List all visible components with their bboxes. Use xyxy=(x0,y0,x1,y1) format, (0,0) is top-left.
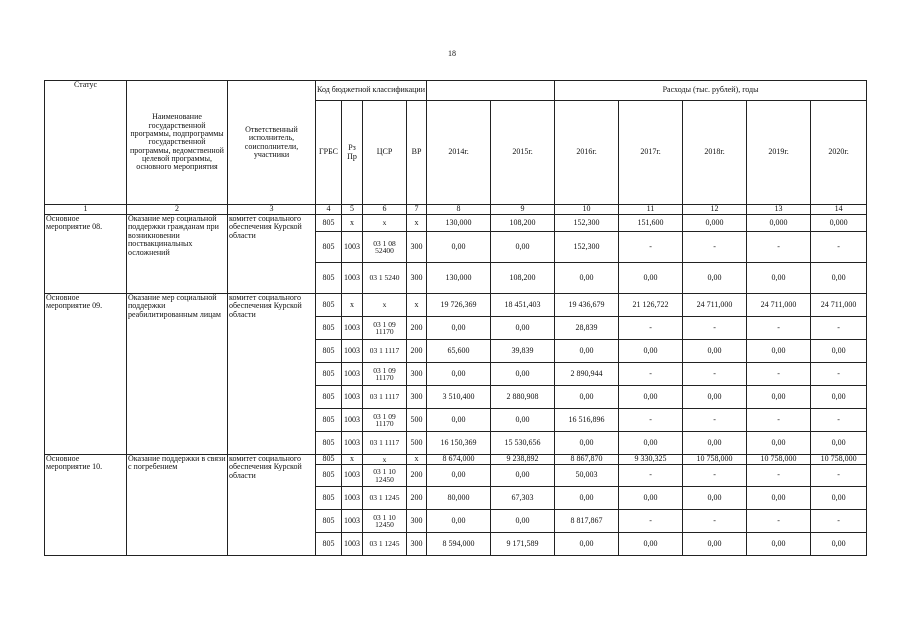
table-cell: x xyxy=(342,455,363,465)
table-cell: 1003 xyxy=(342,363,363,386)
table-cell: 8 594,000 xyxy=(427,533,491,556)
table-cell: 0,00 xyxy=(747,487,811,510)
table-cell: 10 758,000 xyxy=(811,455,867,465)
column-number: 2 xyxy=(127,205,228,215)
table-cell: 03 1 1117 xyxy=(363,432,407,455)
table-cell: - xyxy=(683,317,747,340)
table-cell: 8 867,870 xyxy=(555,455,619,465)
column-number: 9 xyxy=(491,205,555,215)
table-cell: 19 436,679 xyxy=(555,294,619,317)
table-cell: 19 726,369 xyxy=(427,294,491,317)
responsible-cell: комитет социального обеспечения Курской области xyxy=(228,215,316,294)
table-cell: 39,839 xyxy=(491,340,555,363)
table-cell: 805 xyxy=(316,455,342,465)
table-row xyxy=(45,215,867,232)
table-cell: 1003 xyxy=(342,263,363,294)
table-cell: 9 238,892 xyxy=(491,455,555,465)
table-cell: 03 1 1245 xyxy=(363,487,407,510)
table-cell: 28,839 xyxy=(555,317,619,340)
table-cell: x xyxy=(363,294,407,317)
table-cell: 0,00 xyxy=(683,487,747,510)
responsible-cell: комитет социального обеспечения Курской области xyxy=(228,455,316,556)
table-cell: x xyxy=(407,294,427,317)
table-row xyxy=(45,455,867,465)
header-year-2019: 2019г. xyxy=(747,101,811,205)
table-cell: - xyxy=(683,232,747,263)
table-cell: 0,00 xyxy=(683,263,747,294)
table-cell: 03 1 09 11170 xyxy=(363,409,407,432)
table-cell: 805 xyxy=(316,340,342,363)
table-cell: 03 1 09 11170 xyxy=(363,317,407,340)
table-cell: 805 xyxy=(316,294,342,317)
table-cell: - xyxy=(811,363,867,386)
table-cell: - xyxy=(619,232,683,263)
table-cell: 0,00 xyxy=(491,363,555,386)
table-cell: - xyxy=(747,409,811,432)
table-cell: - xyxy=(811,232,867,263)
table-cell: 0,00 xyxy=(811,487,867,510)
table-cell: 0,00 xyxy=(427,510,491,533)
table-cell: 03 1 10 12450 xyxy=(363,510,407,533)
table-cell: 80,000 xyxy=(427,487,491,510)
header-budget-code: Код бюджетной классификации xyxy=(316,81,427,101)
table-cell: - xyxy=(747,465,811,487)
table-cell: 1003 xyxy=(342,465,363,487)
table-cell: 0,00 xyxy=(619,386,683,409)
table-cell: 805 xyxy=(316,510,342,533)
table-cell: 03 1 5240 xyxy=(363,263,407,294)
table-cell: 805 xyxy=(316,363,342,386)
measure-name-cell: Оказание мер социальной поддержки реабилитированным лицам xyxy=(127,294,228,455)
table-cell: 03 1 08 52400 xyxy=(363,232,407,263)
status-cell: Основное мероприятие 09. xyxy=(45,294,127,455)
measure-name-cell: Оказание мер социальной поддержки гражданам при возникновении поствакцинальных осложнений xyxy=(127,215,228,294)
table-cell: x xyxy=(342,294,363,317)
table-cell: - xyxy=(619,465,683,487)
table-cell: 0,00 xyxy=(619,263,683,294)
table-cell: 805 xyxy=(316,232,342,263)
table-cell: 0,00 xyxy=(747,533,811,556)
table-cell: 1003 xyxy=(342,340,363,363)
budget-table xyxy=(44,80,867,556)
header-vr: ВР xyxy=(407,101,427,205)
header-status: Статус xyxy=(45,81,127,205)
table-cell: 03 1 1117 xyxy=(363,340,407,363)
header-csr: ЦСР xyxy=(363,101,407,205)
table-cell: 1003 xyxy=(342,317,363,340)
table-cell: 0,00 xyxy=(555,340,619,363)
header-year-2017: 2017г. xyxy=(619,101,683,205)
table-cell: 03 1 1245 xyxy=(363,533,407,556)
column-number: 11 xyxy=(619,205,683,215)
table-cell: 500 xyxy=(407,409,427,432)
table-cell: 0,00 xyxy=(555,533,619,556)
header-year-2020: 2020г. xyxy=(811,101,867,205)
table-cell: 1003 xyxy=(342,232,363,263)
table-cell: 0,00 xyxy=(811,340,867,363)
table-cell: - xyxy=(619,510,683,533)
table-cell: 65,600 xyxy=(427,340,491,363)
table-cell: 9 330,325 xyxy=(619,455,683,465)
column-number: 6 xyxy=(363,205,407,215)
table-cell: - xyxy=(619,409,683,432)
header-responsible: Ответственный исполнитель, соисполнители, участники xyxy=(228,81,316,205)
header-year-2015: 2015г. xyxy=(491,101,555,205)
table-cell: 0,00 xyxy=(555,386,619,409)
table-cell: - xyxy=(747,232,811,263)
table-row xyxy=(45,294,867,317)
table-cell: 0,00 xyxy=(619,432,683,455)
table-cell: 15 530,656 xyxy=(491,432,555,455)
table-cell: 0,00 xyxy=(491,409,555,432)
table-cell: 805 xyxy=(316,386,342,409)
table-cell: 0,00 xyxy=(811,386,867,409)
column-number: 14 xyxy=(811,205,867,215)
table-cell: - xyxy=(683,465,747,487)
table-cell: 500 xyxy=(407,432,427,455)
table-cell: 03 1 10 12450 xyxy=(363,465,407,487)
table-cell: 0,00 xyxy=(683,432,747,455)
table-cell: 1003 xyxy=(342,510,363,533)
column-number: 4 xyxy=(316,205,342,215)
table-cell: 0,00 xyxy=(427,317,491,340)
header-expenses: Расходы (тыс. рублей), годы xyxy=(555,81,867,101)
table-cell: 200 xyxy=(407,487,427,510)
header-rzpr: Рз Пр xyxy=(342,101,363,205)
table-cell: 2 880,908 xyxy=(491,386,555,409)
table-cell: 24 711,000 xyxy=(683,294,747,317)
table-cell: 0,00 xyxy=(491,465,555,487)
table-cell: 0,00 xyxy=(619,340,683,363)
table-cell: x xyxy=(363,215,407,232)
responsible-cell: комитет социального обеспечения Курской области xyxy=(228,294,316,455)
table-cell: 0,00 xyxy=(811,533,867,556)
column-number: 13 xyxy=(747,205,811,215)
table-cell: x xyxy=(407,455,427,465)
table-cell: 16 516,896 xyxy=(555,409,619,432)
table-cell: 8 817,867 xyxy=(555,510,619,533)
table-cell: 0,00 xyxy=(619,533,683,556)
table-cell: 130,000 xyxy=(427,215,491,232)
column-number: 1 xyxy=(45,205,127,215)
column-number: 3 xyxy=(228,205,316,215)
table-cell: 1003 xyxy=(342,386,363,409)
table-cell: x xyxy=(407,215,427,232)
table-cell: 0,00 xyxy=(747,263,811,294)
table-cell: 0,00 xyxy=(491,232,555,263)
table-cell: 805 xyxy=(316,215,342,232)
table-cell: - xyxy=(811,409,867,432)
table-cell: 805 xyxy=(316,409,342,432)
table-cell: 0,000 xyxy=(747,215,811,232)
table-cell: 0,00 xyxy=(427,363,491,386)
table-cell: 805 xyxy=(316,317,342,340)
table-cell: 805 xyxy=(316,533,342,556)
table-cell: 300 xyxy=(407,263,427,294)
table-cell: 805 xyxy=(316,487,342,510)
table-cell: - xyxy=(619,363,683,386)
table-cell: 300 xyxy=(407,386,427,409)
table-cell: 03 1 1117 xyxy=(363,386,407,409)
header-program-name: Наименование государственной программы, подпрограммы государственной программы, ведомственной целевой программы, основного мероприятия xyxy=(127,81,228,205)
table-cell: 9 171,589 xyxy=(491,533,555,556)
table-cell: 130,000 xyxy=(427,263,491,294)
table-cell: 152,300 xyxy=(555,215,619,232)
table-cell: 24 711,000 xyxy=(747,294,811,317)
table-cell: 0,00 xyxy=(427,465,491,487)
column-number: 8 xyxy=(427,205,491,215)
header-year-2018: 2018г. xyxy=(683,101,747,205)
table-cell: - xyxy=(747,363,811,386)
table-cell: 1003 xyxy=(342,533,363,556)
table-cell: 108,200 xyxy=(491,263,555,294)
table-cell: 0,00 xyxy=(491,317,555,340)
table-cell: 10 758,000 xyxy=(747,455,811,465)
table-cell: 0,00 xyxy=(427,409,491,432)
table-cell: 50,003 xyxy=(555,465,619,487)
table-cell: x xyxy=(342,215,363,232)
table-cell: 0,00 xyxy=(811,263,867,294)
column-number: 12 xyxy=(683,205,747,215)
table-cell: 0,00 xyxy=(555,263,619,294)
table-cell: - xyxy=(811,465,867,487)
table-cell: 1003 xyxy=(342,432,363,455)
table-body xyxy=(45,215,867,556)
table-cell: 0,00 xyxy=(555,487,619,510)
table-cell: 300 xyxy=(407,533,427,556)
table-cell: 0,00 xyxy=(747,432,811,455)
table-cell: 0,00 xyxy=(555,432,619,455)
table-cell: 805 xyxy=(316,263,342,294)
status-cell: Основное мероприятие 08. xyxy=(45,215,127,294)
table-cell: 300 xyxy=(407,363,427,386)
measure-name-cell: Оказание поддержки в связи с погребением xyxy=(127,455,228,556)
table-cell: 1003 xyxy=(342,409,363,432)
column-number: 5 xyxy=(342,205,363,215)
table-cell: - xyxy=(683,510,747,533)
column-number: 10 xyxy=(555,205,619,215)
table-cell: 0,00 xyxy=(683,533,747,556)
table-cell: 805 xyxy=(316,465,342,487)
column-number: 7 xyxy=(407,205,427,215)
table-cell: 8 674,000 xyxy=(427,455,491,465)
table-cell: 200 xyxy=(407,465,427,487)
page-number: 18 xyxy=(448,49,456,58)
header-grbs: ГРБС xyxy=(316,101,342,205)
table-cell: 200 xyxy=(407,317,427,340)
table-cell: 2 890,944 xyxy=(555,363,619,386)
table-cell: - xyxy=(683,409,747,432)
table-cell: 805 xyxy=(316,432,342,455)
table-cell: 03 1 09 11170 xyxy=(363,363,407,386)
table-cell: 0,00 xyxy=(683,386,747,409)
table-cell: 300 xyxy=(407,510,427,533)
table-cell: - xyxy=(683,363,747,386)
table-cell: 300 xyxy=(407,232,427,263)
table-cell: 0,00 xyxy=(491,510,555,533)
table-cell: 0,00 xyxy=(747,386,811,409)
status-cell: Основное мероприятие 10. xyxy=(45,455,127,556)
table-cell: x xyxy=(363,455,407,465)
header-blank xyxy=(427,81,555,101)
table-cell: - xyxy=(811,317,867,340)
header-year-2014: 2014г. xyxy=(427,101,491,205)
table-cell: 152,300 xyxy=(555,232,619,263)
table-cell: - xyxy=(747,317,811,340)
table-cell: 151,600 xyxy=(619,215,683,232)
table-cell: 0,00 xyxy=(683,340,747,363)
table-cell: 10 758,000 xyxy=(683,455,747,465)
table-cell: 3 510,400 xyxy=(427,386,491,409)
table-cell: 0,00 xyxy=(619,487,683,510)
table-cell: 0,00 xyxy=(811,432,867,455)
table-cell: 0,000 xyxy=(811,215,867,232)
table-cell: 67,303 xyxy=(491,487,555,510)
table-cell: 200 xyxy=(407,340,427,363)
table-cell: - xyxy=(811,510,867,533)
table-cell: - xyxy=(619,317,683,340)
column-numbers-row xyxy=(45,205,867,215)
table-cell: 18 451,403 xyxy=(491,294,555,317)
header-year-2016: 2016г. xyxy=(555,101,619,205)
table-cell: - xyxy=(747,510,811,533)
table-cell: 1003 xyxy=(342,487,363,510)
table-cell: 0,00 xyxy=(747,340,811,363)
table-cell: 0,000 xyxy=(683,215,747,232)
table-cell: 21 126,722 xyxy=(619,294,683,317)
table-cell: 16 150,369 xyxy=(427,432,491,455)
table-cell: 0,00 xyxy=(427,232,491,263)
table-cell: 24 711,000 xyxy=(811,294,867,317)
table-cell: 108,200 xyxy=(491,215,555,232)
